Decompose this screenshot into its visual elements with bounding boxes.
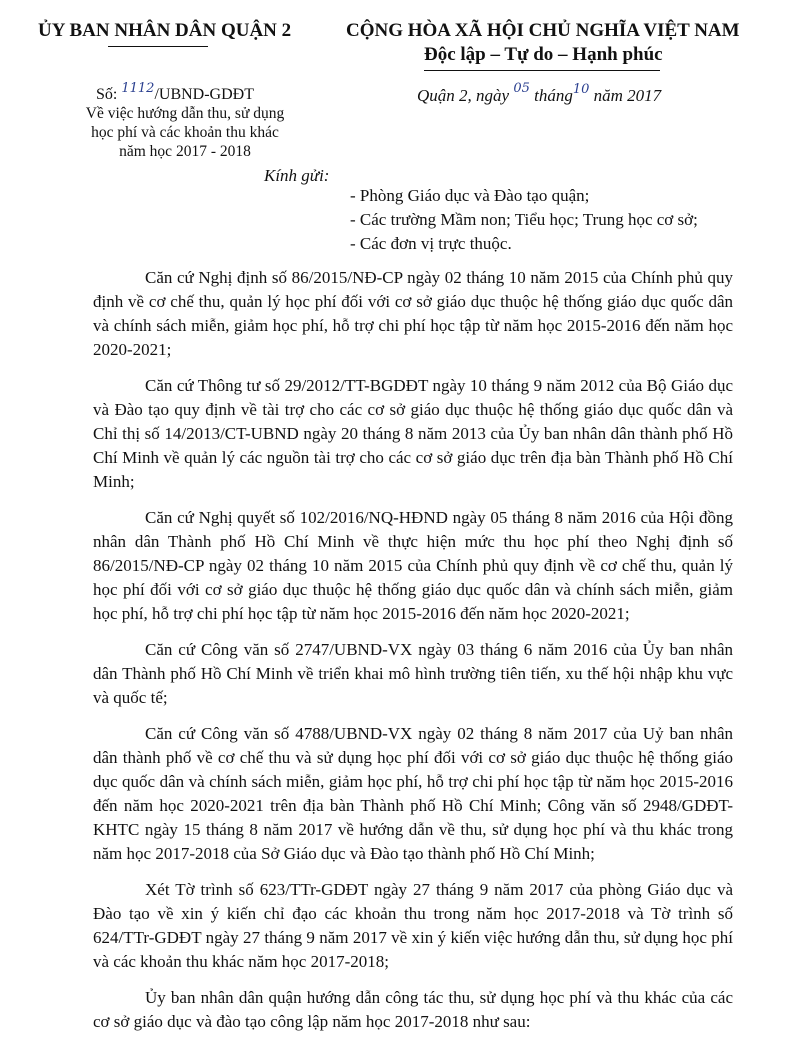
national-title: CỘNG HÒA XÃ HỘI CHỦ NGHĨA VIỆT NAM <box>346 20 740 41</box>
recipient-item: - Các đơn vị trực thuộc. <box>350 234 512 253</box>
body-paragraph: Xét Tờ trình số 623/TTr-GDĐT ngày 27 tháng 9 năm 2017 của phòng Giáo dục và Đào tạo về xin ý kiến chỉ đạo các khoản thu trong năm học 2017-2018 và Tờ trình số 624/TTr-GDĐT ngày 27 tháng 9 năm 2017 về xin ý kiến việc hướng dẫn thu, sử dụng học phí và các khoản thu khác năm học 2017-2018; <box>93 880 733 971</box>
body-paragraph: Căn cứ Công văn số 4788/UBND-VX ngày 02 tháng 8 năm 2017 của Uỷ ban nhân dân thành phố về cơ chế thu và sử dụng học phí đối với cơ sở giáo dục thuộc hệ thống giáo dục quốc dân và chính sách miễn, giảm học phí, hỗ trợ chi phí học tập từ năm học 2015-2016 đến năm học 2020-2021 trên địa bàn Thành phố Hồ Chí Minh; Công văn số 2948/GDĐT-KHTC ngày 15 tháng 8 năm 2017 về hướng dẫn về thu, sử dụng học phí và thu khác trong năm học 2017-2018 của Sở Giáo dục và Đào tạo thành phố Hồ Chí Minh; <box>93 724 733 863</box>
document-body <box>93 266 733 1046</box>
body-paragraph: Căn cứ Nghị quyết số 102/2016/NQ-HĐND ngày 05 tháng 8 năm 2016 của Hội đồng nhân dân Thành phố Hồ Chí Minh về thực hiện mức thu học phí theo Nghị định số 86/2015/NĐ-CP ngày 02 tháng 10 năm 2015 của Chính phủ quy định về cơ chế thu, quản lý học phí đối với cơ sở giáo dục thuộc hệ thống giáo dục quốc dân và chính sách miễn, giảm học phí, hỗ trợ chi phí học tập từ năm học 2015-2016 đến năm học 2020-2021; <box>93 508 733 623</box>
document-subject <box>75 104 295 161</box>
subject-line: học phí và các khoản thu khác <box>91 124 279 141</box>
doc-number-suffix: /UBND-GDĐT <box>154 86 254 103</box>
subject-line: năm học 2017 - 2018 <box>119 143 251 160</box>
doc-number-prefix: Số: <box>96 86 122 103</box>
date-year: năm 2017 <box>589 86 662 105</box>
issuing-organization: ỦY BAN NHÂN DÂN QUẬN 2 <box>38 20 292 41</box>
body-paragraph: Căn cứ Công văn số 2747/UBND-VX ngày 03 tháng 6 năm 2016 của Ủy ban nhân dân Thành phố Hồ Chí Minh về triển khai mô hình trường tiên tiến, xu thế hội nhập khu vực và quốc tế; <box>93 640 733 707</box>
handwritten-day: 05 <box>513 81 530 96</box>
subject-line: Về việc hướng dẫn thu, sử dụng <box>85 105 285 122</box>
document-number <box>96 81 254 104</box>
document-date <box>417 81 662 106</box>
date-month-label: tháng <box>529 86 573 105</box>
recipient-item: - Các trường Mầm non; Tiểu học; Trung học cơ sở; <box>350 210 698 229</box>
handwritten-month: 10 <box>572 82 590 97</box>
recipients-list <box>350 184 698 256</box>
body-paragraph: Căn cứ Nghị định số 86/2015/NĐ-CP ngày 02 tháng 10 năm 2015 của Chính phủ quy định về cơ chế thu, quản lý học phí đối với cơ sở giáo dục thuộc hệ thống giáo dục quốc dân và chính sách miễn, giảm học phí, hỗ trợ chi phí học tập từ năm học 2015-2016 đến năm học 2020-2021; <box>93 268 733 359</box>
date-place-prefix: Quận 2, ngày <box>417 86 514 105</box>
recipient-item: - Phòng Giáo dục và Đào tạo quận; <box>350 186 590 205</box>
body-paragraph: Ủy ban nhân dân quận hướng dẫn công tác thu, sử dụng học phí và thu khác của các cơ sở giáo dục và đào tạo công lập năm học 2017-2018 như sau: <box>93 988 733 1031</box>
org-underline <box>108 46 208 47</box>
body-paragraph: Căn cứ Thông tư số 29/2012/TT-BGDĐT ngày 10 tháng 9 năm 2012 của Bộ Giáo dục và Đào tạo quy định về tài trợ cho các cơ sở giáo dục thuộc hệ thống giáo dục quốc dân và Chỉ thị số 14/2013/CT-UBND ngày 20 tháng 8 năm 2013 của Ủy ban nhân dân thành phố Hồ Chí Minh về quản lý các nguồn tài trợ cho các cơ sở giáo dục trên địa bàn Thành phố Hồ Chí Minh; <box>93 376 733 491</box>
handwritten-doc-number: 1112 <box>121 81 155 96</box>
recipients-label: Kính gửi: <box>264 166 330 185</box>
motto-underline <box>424 70 660 71</box>
national-motto: Độc lập – Tự do – Hạnh phúc <box>424 44 663 65</box>
